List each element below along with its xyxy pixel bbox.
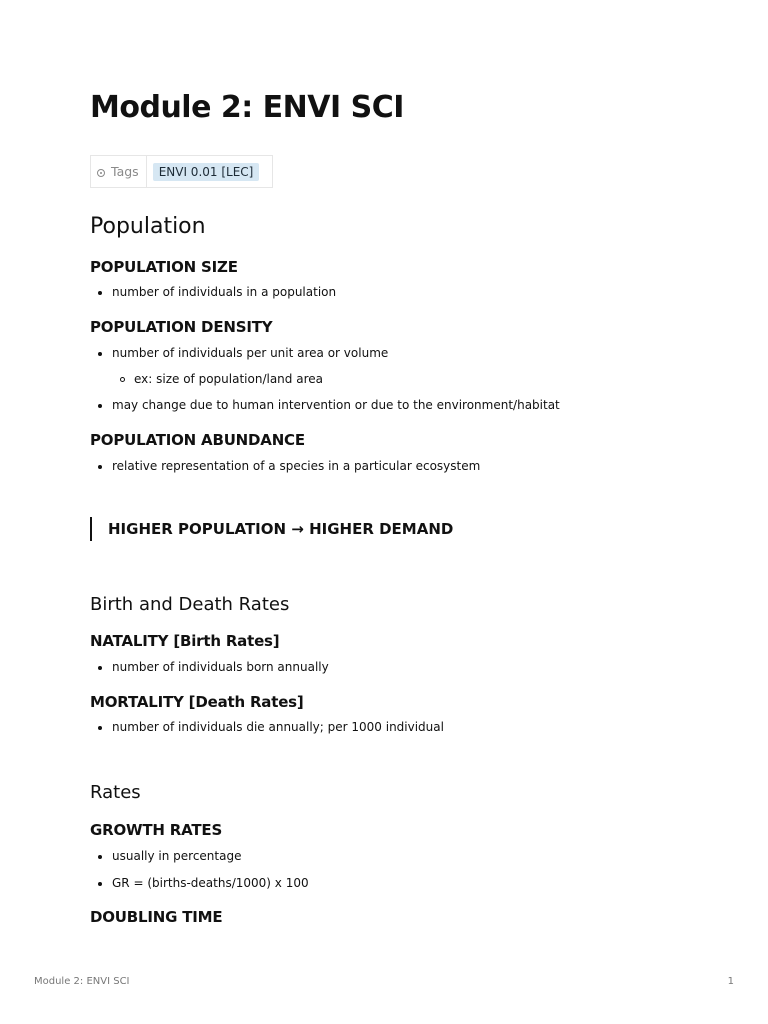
heading-rates: Rates xyxy=(90,782,141,803)
list-item: usually in percentage xyxy=(112,849,242,863)
heading-population: Population xyxy=(90,214,206,239)
heading-population-density: POPULATION DENSITY xyxy=(90,318,273,336)
heading-mortality: MORTALITY [Death Rates] xyxy=(90,693,304,711)
sub-list-item: ex: size of population/land area xyxy=(134,372,323,386)
list-item: relative representation of a species in a particular ecosystem xyxy=(112,459,481,473)
heading-natality: NATALITY [Birth Rates] xyxy=(90,632,280,650)
heading-population-size: POPULATION SIZE xyxy=(90,258,238,276)
tags-label: Tags xyxy=(111,164,139,179)
footer-document-name: Module 2: ENVI SCI xyxy=(34,976,130,987)
list-item: GR = (births-deaths/1000) x 100 xyxy=(112,876,309,890)
page-title: Module 2: ENVI SCI xyxy=(90,90,404,125)
heading-growth-rates: GROWTH RATES xyxy=(90,821,223,839)
tags-property-icon xyxy=(97,169,105,177)
property-tags-value xyxy=(147,156,273,187)
quote-block: HIGHER POPULATION → HIGHER DEMAND xyxy=(90,517,453,541)
list-item: number of individuals born annually xyxy=(112,660,329,674)
properties-table xyxy=(90,155,273,188)
list-item: number of individuals in a population xyxy=(112,285,337,299)
footer-page-number: 1 xyxy=(727,976,734,987)
list-item: number of individuals die annually; per 1000 individual xyxy=(112,720,444,734)
heading-doubling-time: DOUBLING TIME xyxy=(90,908,223,926)
list-item: may change due to human intervention or due to the environment/habitat xyxy=(112,398,560,412)
property-tags xyxy=(91,156,147,187)
heading-birth-death-rates: Birth and Death Rates xyxy=(90,594,290,615)
tag-badge[interactable]: ENVI 0.01 [LEC] xyxy=(153,163,260,181)
heading-population-abundance: POPULATION ABUNDANCE xyxy=(90,431,305,449)
list-item: number of individuals per unit area or volume xyxy=(112,346,389,360)
